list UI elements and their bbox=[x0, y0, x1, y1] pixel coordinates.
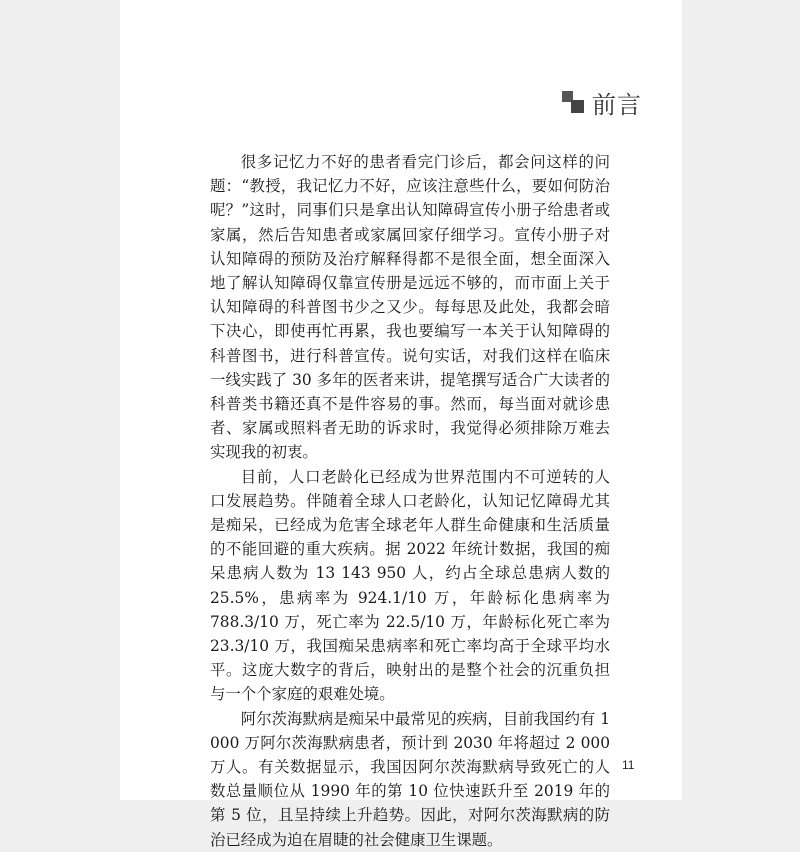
stacked-squares-icon bbox=[562, 91, 584, 113]
paragraph: 目前，人口老龄化已经成为世界范围内不可逆转的人口发展趋势。伴随着全球人口老龄化，认知记忆障碍尤其是痴呆，已经成为危害全球老年人群生命健康和生活质量的不能回避的重大疾病。据 2022 年统计数据，我国的痴呆患病人数为 13 143 950 人，约占全球总患病人数的 25.5%，患病率为 924.1/10 万，年龄标化患病率为 788.3/10 万，死亡率为 22.5/10 万，年龄标化死亡率为 23.3/10 万，我国痴呆患病率和死亡率均高于全球平均水平。这庞大数字的背后，映射出的是整个社会的沉重负担与一个个家庭的艰难处境。 bbox=[210, 467, 610, 704]
section-heading bbox=[562, 86, 642, 118]
book-page bbox=[120, 0, 682, 849]
page-number: 11 bbox=[622, 758, 635, 772]
body-text bbox=[210, 150, 610, 852]
page-title: 前言 bbox=[592, 90, 642, 119]
paragraph: 阿尔茨海默病是痴呆中最常见的疾病，目前我国约有 1 000 万阿尔茨海默病患者，预计到 2030 年将超过 2 000 万人。有关数据显示，我国因阿尔茨海默病导致死亡的人数总量顺位从 1990 年的第 10 位快速跃升至 2019 年的第 5 位，且呈持续上升趋势。因此，对阿尔茨海默病的防治已经成为迫在眉睫的社会健康卫生课题。 bbox=[210, 709, 610, 849]
paragraph: 很多记忆力不好的患者看完门诊后，都会问这样的问题：“教授，我记忆力不好，应该注意些什么，要如何防治呢？”这时，同事们只是拿出认知障碍宣传小册子给患者或家属，然后告知患者或家属回家仔细学习。宣传小册子对认知障碍的预防及治疗解释得都不是很全面，想全面深入地了解认知障碍仅靠宣传册是远远不够的，而市面上关于认知障碍的科普图书少之又少。每每思及此处，我都会暗下决心，即使再忙再累，我也要编写一本关于认知障碍的科普图书，进行科普宣传。说句实话，对我们这样在临床一线实践了 30 多年的医者来讲，提笔撰写适合广大读者的科普类书籍还真不是件容易的事。然而，每当面对就诊患者、家属或照料者无助的诉求时，我觉得必须排除万难去实现我的初衷。 bbox=[210, 153, 610, 462]
